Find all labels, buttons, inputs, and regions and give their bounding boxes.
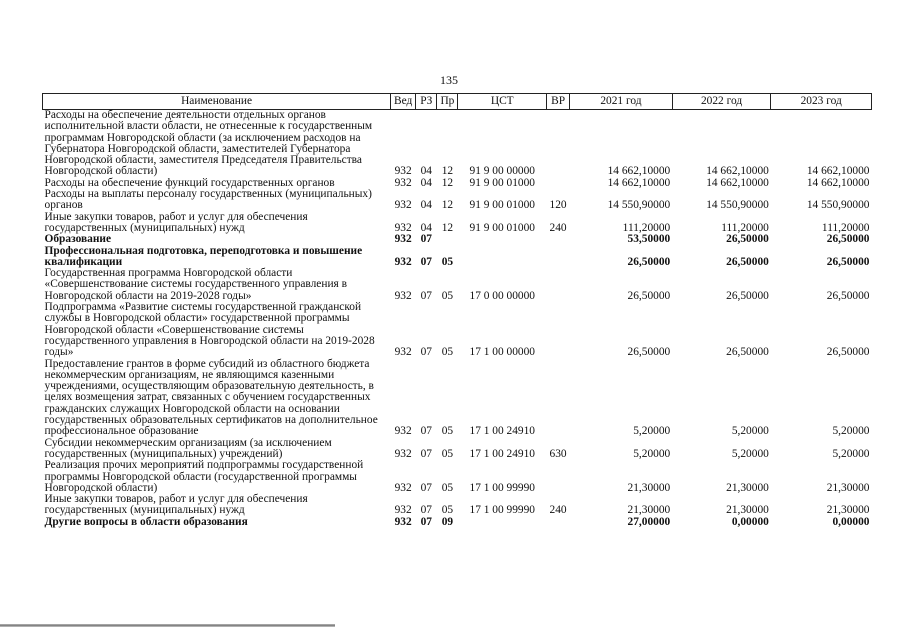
row-ved: 932 — [394, 233, 412, 246]
table-row — [43, 302, 872, 358]
row-vr: 120 — [549, 199, 567, 212]
header-cell-name: Наименование — [43, 94, 391, 110]
row-rz: 07 — [420, 481, 432, 494]
row-ved: 932 — [394, 221, 412, 234]
table-row — [43, 438, 872, 461]
row-vr — [547, 460, 570, 494]
row-value-2022: 21,30000 — [726, 504, 769, 517]
row-cst: 91 9 00 01000 — [469, 221, 535, 234]
row-value-2021: 14 662,10000 — [607, 176, 671, 189]
row-value-2023: 111,20000 — [821, 221, 870, 234]
row-value-2021: 21,30000 — [627, 481, 671, 494]
header-cell-ved: Вед — [391, 94, 416, 110]
row-ved: 932 — [394, 289, 412, 302]
row-name: Подпрограмма «Развитие системы государственной гражданской службы в Новгородской области» государственной программы Новгородской области «Совершенствование системы государственного управления в Новгородской области на 2019-2028 годы» — [44, 301, 375, 359]
row-ved: 932 — [394, 447, 412, 460]
row-rz: 07 — [420, 346, 432, 359]
row-rz: 07 — [420, 504, 432, 517]
row-value-2023: 5,20000 — [832, 447, 870, 460]
row-name: Государственная программа Новгородской области «Совершенствование системы государственного управления в Новгородской области на 2019-2028 годы» — [44, 267, 348, 302]
row-cst — [458, 234, 547, 245]
header-cell-2021: 2021 год — [570, 94, 673, 110]
row-value-2022: 111,20000 — [721, 221, 769, 234]
row-value-2021: 27,00000 — [627, 515, 671, 528]
row-vr — [547, 302, 570, 358]
row-pr: 05 — [441, 289, 454, 302]
row-vr: 240 — [549, 504, 567, 517]
table-header — [43, 94, 872, 110]
header-cell-pr: Пр — [437, 94, 458, 110]
row-value-2023: 14 550,90000 — [806, 199, 870, 212]
table-row — [43, 189, 872, 212]
row-rz: 04 — [420, 165, 432, 178]
table-body — [43, 110, 872, 528]
table-row — [43, 234, 872, 245]
header-cell-cst: ЦСТ — [458, 94, 547, 110]
table-row — [43, 246, 872, 269]
row-pr: 12 — [441, 221, 454, 234]
row-rz: 07 — [420, 447, 432, 460]
table-row — [43, 460, 872, 494]
row-pr: 05 — [441, 481, 454, 494]
row-name: Предоставление грантов в форме субсидий из областного бюджета некоммерческим организациям, не являющимся казенными учреждениями, осуществляющим образовательную деятельность, в целях возмещения затрат, связанных с обучением государственных гражданских служащих Новгородской области на основании государственных образовательных сертификатов на дополнительное профессиональное образование — [44, 357, 378, 438]
row-vr — [547, 178, 570, 189]
row-ved: 932 — [394, 425, 412, 438]
row-value-2022: 26,50000 — [726, 289, 769, 302]
table-row — [43, 359, 872, 438]
row-value-2021: 53,50000 — [627, 233, 671, 246]
row-vr — [547, 110, 570, 178]
row-value-2021: 14 662,10000 — [607, 165, 671, 178]
row-value-2022: 14 550,90000 — [706, 199, 769, 212]
row-vr — [547, 234, 570, 245]
page-number: 135 — [440, 73, 458, 87]
row-value-2021: 26,50000 — [627, 255, 671, 268]
row-cst: 17 1 00 99990 — [469, 481, 535, 494]
row-value-2022: 26,50000 — [726, 255, 769, 268]
row-value-2023: 14 662,10000 — [806, 176, 870, 189]
row-value-2021: 5,20000 — [633, 425, 671, 438]
row-cst: 17 1 00 00000 — [469, 346, 535, 359]
row-vr: 630 — [549, 447, 567, 460]
table-row — [43, 517, 872, 528]
row-pr — [437, 234, 458, 245]
row-ved: 932 — [394, 481, 412, 494]
header-cell-2022: 2022 год — [672, 94, 771, 110]
row-name: Другие вопросы в области образования — [44, 515, 248, 528]
row-name: Расходы на выплаты персоналу государственных (муниципальных) органов — [44, 188, 372, 212]
row-value-2023: 26,50000 — [826, 289, 870, 302]
row-cst: 91 9 00 01000 — [469, 176, 535, 189]
row-cst — [458, 517, 547, 528]
row-cst — [458, 246, 547, 269]
row-ved: 932 — [394, 176, 412, 189]
row-vr — [547, 359, 570, 438]
row-vr: 240 — [549, 221, 567, 234]
row-rz: 07 — [420, 515, 432, 528]
row-name: Иные закупки товаров, работ и услуг для обеспечения государственных (муниципальных) нужд — [44, 493, 308, 517]
row-value-2022: 14 662,10000 — [706, 165, 769, 178]
row-value-2022: 5,20000 — [731, 447, 769, 460]
row-value-2022: 21,30000 — [726, 481, 769, 494]
row-value-2023: 26,50000 — [826, 255, 870, 268]
row-ved: 932 — [394, 165, 412, 178]
row-pr: 05 — [441, 425, 454, 438]
row-cst: 17 0 00 00000 — [469, 289, 535, 302]
row-rz: 07 — [420, 255, 432, 268]
row-cst: 91 9 00 00000 — [469, 165, 535, 178]
row-value-2022: 5,20000 — [731, 425, 769, 438]
row-ved: 932 — [394, 504, 412, 517]
row-value-2023: 21,30000 — [826, 504, 870, 517]
budget-table — [42, 93, 872, 528]
row-rz: 07 — [420, 289, 432, 302]
row-pr: 05 — [441, 447, 454, 460]
row-pr: 09 — [441, 515, 454, 528]
row-vr — [547, 268, 570, 302]
row-cst: 17 1 00 99990 — [469, 504, 535, 517]
row-value-2022: 26,50000 — [726, 233, 769, 246]
row-pr: 05 — [441, 255, 454, 268]
row-name: Иные закупки товаров, работ и услуг для обеспечения государственных (муниципальных) нужд — [44, 210, 308, 234]
row-value-2023: 21,30000 — [826, 481, 870, 494]
row-vr — [547, 246, 570, 269]
row-value-2022: 14 662,10000 — [706, 176, 769, 189]
header-cell-rz: РЗ — [416, 94, 437, 110]
table-row — [43, 268, 872, 302]
row-pr: 12 — [441, 199, 454, 212]
header-cell-2023: 2023 год — [771, 94, 872, 110]
scan-artifact-line — [0, 624, 335, 627]
row-cst: 17 1 00 24910 — [469, 425, 535, 438]
table-row — [43, 110, 872, 178]
row-value-2023: 26,50000 — [826, 346, 870, 359]
row-name: Расходы на обеспечение функций государственных органов — [44, 176, 335, 189]
row-pr: 12 — [441, 165, 454, 178]
row-value-2021: 111,20000 — [622, 221, 671, 234]
row-value-2022: 26,50000 — [726, 346, 769, 359]
row-name: Профессиональная подготовка, переподготовка и повышение квалификации — [44, 244, 363, 268]
row-pr: 05 — [441, 346, 454, 359]
row-rz: 04 — [420, 199, 432, 212]
row-value-2022: 0,00000 — [731, 515, 769, 528]
row-value-2021: 21,30000 — [627, 504, 671, 517]
row-vr — [547, 517, 570, 528]
row-name: Образование — [44, 233, 112, 246]
row-pr: 05 — [441, 504, 454, 517]
row-name: Расходы на обеспечение деятельности отдельных органов исполнительной власти области, не отнесенные к государственным программам Новгородской области (за исключением расходов на Губернатора Новгородской области, заместителей Губернатора Новгородской области, заместителя Председателя Правительства Новгородской области) — [44, 109, 373, 178]
row-value-2021: 26,50000 — [627, 289, 671, 302]
row-ved: 932 — [394, 255, 412, 268]
row-rz: 04 — [420, 176, 432, 189]
row-value-2023: 14 662,10000 — [806, 165, 870, 178]
row-rz: 04 — [420, 221, 432, 234]
row-value-2021: 5,20000 — [633, 447, 671, 460]
header-row — [43, 94, 872, 110]
row-value-2023: 0,00000 — [832, 515, 870, 528]
table-row — [43, 494, 872, 517]
row-value-2021: 14 550,90000 — [607, 199, 671, 212]
row-ved: 932 — [394, 515, 412, 528]
row-name: Субсидии некоммерческим организациям (за исключением государственных (муниципальных) учреждений) — [44, 436, 332, 460]
row-cst: 17 1 00 24910 — [469, 447, 535, 460]
table-row — [43, 212, 872, 235]
row-ved: 932 — [394, 346, 412, 359]
row-pr: 12 — [441, 176, 454, 189]
row-rz: 07 — [420, 425, 432, 438]
row-name: Реализация прочих мероприятий подпрограммы государственной программы Новгородской области (государственной программы Новгородской области) — [44, 459, 364, 494]
header-cell-vr: ВР — [547, 94, 570, 110]
row-value-2023: 5,20000 — [832, 425, 870, 438]
row-rz: 07 — [420, 233, 432, 246]
row-value-2021: 26,50000 — [627, 346, 671, 359]
row-value-2023: 26,50000 — [826, 233, 870, 246]
row-cst: 91 9 00 01000 — [469, 199, 535, 212]
row-ved: 932 — [394, 199, 412, 212]
